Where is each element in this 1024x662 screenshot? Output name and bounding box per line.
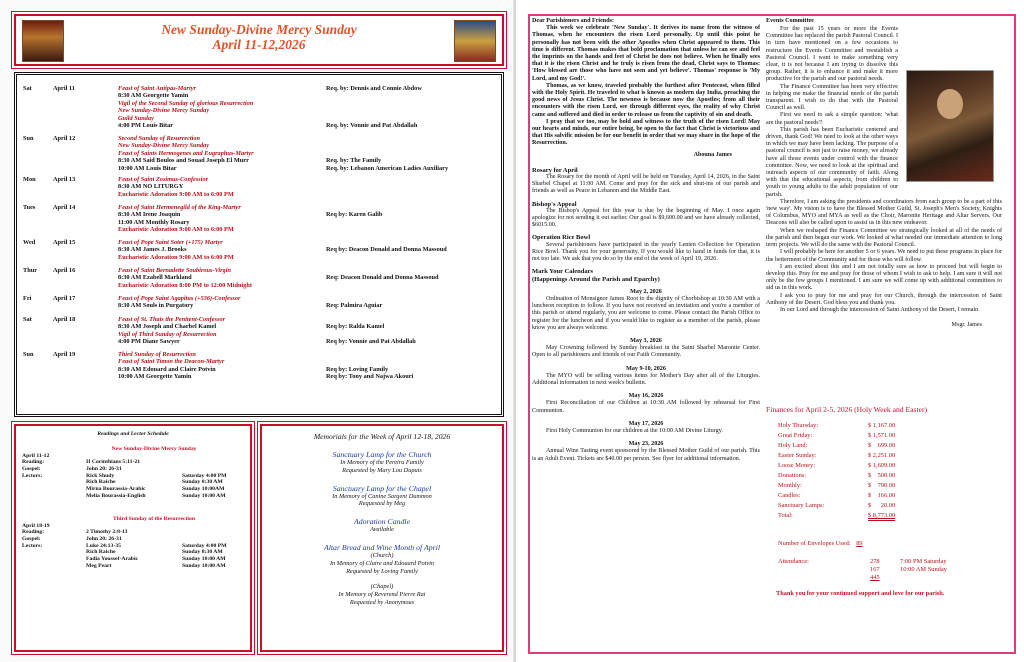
schedule-requests [326,267,496,282]
schedule-day-row [23,239,493,261]
schedule-entry: 4:00 PM Diane Sawyer [118,338,180,346]
schedule-entry: Second Sunday of Resurrection [118,135,201,142]
readings-row [22,549,246,556]
envelopes-value: 89 [856,540,863,547]
readings-time: Sunday 8:30 AM [182,549,223,556]
schedule-request [326,142,496,149]
schedule-entry: Eucharistic Adoration 9:00 AM to 6:00 PM [118,190,234,198]
schedule-day-row [23,351,493,381]
saint-anthony-portrait [906,70,994,182]
events-committee-paragraph: I ask you to pray for me and pray for our Church, through the intercession of Saint Anthony of the Desert. God bless you and thank you. [766,292,1002,306]
schedule-request [326,204,496,211]
finance-value: $ 699.00 [868,442,896,449]
envelopes-row [778,540,998,548]
schedule-entries [118,239,318,261]
schedule-request [326,331,496,338]
schedule-entry: Eucharistic Adoration 9:00 AM to 6:00 PM [118,226,234,234]
schedule-entries [118,85,318,129]
readings-text: Rich Raiche [86,549,116,556]
memorial-heading: Sanctuary Lamp for the Church [332,450,432,459]
readings-label: Gospel: [22,536,41,543]
events-committee-signature: Msgr. James [951,322,982,329]
events-committee-paragraph: First we need to ask a simple question: 'what are the pastoral needs'? [766,112,898,126]
title-line-1: New Sunday-Divine Mercy Sunday [161,22,357,37]
memorials-list [262,450,502,607]
readings-row [22,523,246,530]
schedule-entry: 8:30 AM Said Boulos and Souad Joseph El Murr [118,157,249,165]
schedule-entry: 8:30 AM Irene Joaquin [118,211,181,219]
schedule-request [326,100,496,107]
schedule-day: Sat [23,85,32,92]
readings-row [22,563,246,570]
readings-label: Gospel: [22,466,41,473]
readings-row [22,486,246,493]
schedule-day: Thur [23,267,37,274]
bishop-appeal-heading: Bishop's Appeal [532,200,577,208]
schedule-request: Req by: Vonnie and Pat Abdallah [326,338,416,346]
readings-row [22,493,246,500]
readings-row [22,479,246,486]
events-committee-paragraph: In our Lord and through the intercession of Saint Anthony of the Desert, I remain [780,306,979,313]
schedule-entry: 8:30 AM Edouard and Claire Potvin [118,365,216,373]
schedule-request: Req. by: The Family [326,157,382,165]
schedule-entry: Feast of St. Thais the Penitent-Confessor [118,316,226,323]
schedule-date: April 16 [53,267,76,274]
schedule-request [326,239,496,246]
events-committee-paragraph: When we reshaped the Finance Committee we strategically looked at all of the needs of the parish and then began our work. We looked at what needed our immediate attention to long term projects. We will do the same with the Pastoral Council. [766,227,1002,249]
schedule-entry: Eucharistic Adoration 9:00 AM to 6:00 PM [118,253,234,261]
schedule-date: April 17 [53,295,76,302]
schedule-day: Sun [23,135,34,142]
finance-label: Easter Sunday: [778,452,817,459]
schedule-request [326,358,496,365]
schedule-entry: Vigil of Third Sunday of Resurrection [118,330,217,338]
schedule-date: April 18 [53,316,76,323]
rice-bowl-heading: Operation Rice Bowl [532,234,591,242]
title-line-2: April 11-12,2026 [212,37,306,52]
readings-row [22,466,246,473]
finance-value: $ 20.00 [868,502,896,509]
schedule-entry: Feast of Saints Hermogenes and Eugraphus-Martyr [118,149,254,157]
event-date: May 9-10, 2026 [626,365,666,372]
schedule-date: April 19 [53,351,76,358]
attendance-count: 167 [870,566,880,573]
schedule-day: Sun [23,351,34,358]
thank-you-note: Thank you for your continued support and love for our parish. [776,590,945,597]
memorial-line: (Church) [370,551,394,559]
envelopes-label: Number of Envelopes Used: [778,540,851,547]
schedule-entry: 8:30 AM Ezabell Markland [118,274,192,282]
schedule-day-row [23,316,493,346]
schedule-request: Req: Palmira Aguiar [326,302,383,310]
schedule-entry: Feast of Saint Timon the Deacon-Martyr [118,358,225,366]
readings-row [22,529,246,536]
schedule-request [326,135,496,142]
schedule-entries [118,316,318,346]
divine-mercy-icon [454,20,496,62]
schedule-day-row [23,295,493,310]
events-committee-paragraph: I will probably be here for another 5 or 6 years. We need to put these programs in place for the betterment of the Community and for those who will follow. [766,249,1002,263]
attendance-count: 278 [870,558,880,565]
readings-label: April 11-12 [22,452,50,459]
readings-label: Lectors: [22,472,43,479]
schedule-request: Req by: Loving Family [326,365,389,373]
schedule-request: Req by: Tony and Najwa Akouri [326,373,414,381]
schedule-request: Req. by: Lebanon American Ladies Auxiliary [326,164,449,172]
schedule-requests [326,239,496,254]
readings-heading: New Sunday-Divine Mercy Sunday [111,446,197,452]
schedule-entry: Third Sunday of Resurrection [118,351,196,358]
letter-signature: Abouna James [693,151,732,158]
schedule-entry: 8:30 AM James J. Brooks [118,246,187,254]
schedule-day-row [23,204,493,234]
finance-label: Total: [778,512,793,519]
finance-value: $ 1,609.00 [868,462,896,469]
events-committee-paragraph: This parish has been Eucharistic centered and driven, thank God! We need to look at the other ways in which we may have been lacking. The purpose of a pastoral council is not just to raise money, we already have all those events under control with the finance committee. Now, we need to look at the spiritual and outreach aspects of our community of faith. Along with that the educational aspects, from children to youth to young adults to the adult population of our parish. [766,126,898,198]
readings-label: Reading: [22,459,45,466]
calendar-subheading: (Happenings Around the Parish and Eparchy) [532,275,660,283]
rice-bowl-text: Several parishioners have participated in the yearly Lenten Collection for Operation Rice Bowl. Thank you for your generosity. If you would like to hand in funds for that, it is not too late. We ask that you do so by the end of the week of April 19, 2026. [532,241,760,263]
events-committee-paragraph: Therefore, I am asking the presidents and coordinators from each group to be a part of this 'new way'. My vision is to have the Blessed Mother Guild, St. Joseph's Men's Society, Knights of Columbus, MYO and MYA as well as the Choir, Maronite Heritage and Altar Servers. Our Deacons will also be called upon to assist us in this new endeavor. [766,198,1002,227]
schedule-entry: 8:30 AM Georgette Yamin [118,92,189,100]
calendar-heading: Mark Your Calendars [532,268,594,276]
schedule-day-row [23,176,493,198]
readings-label: Lectors: [22,542,43,549]
memorial-line: In Memory of Claire and Edouard Potvin [329,559,435,567]
finance-label: Great Friday: [778,432,813,439]
events-committee-paragraph: For the past 15 years or more the Events Committee has replaced the parish Pastoral Council. I in turn have mentioned on a few occasions to restructure the Events Committee and reestablish a Pastoral Council. I want to make something very clear, it is not because I am trying to dissolve this group. Rather, it is to enhance it and make it more productive for the parish and our pastoral needs. [766,26,898,83]
attendance-label: Attendance: [778,558,809,565]
readings-row [22,453,246,460]
schedule-date: April 13 [53,176,76,183]
schedule-entries [118,295,318,310]
readings-text: Meg Peart [86,562,112,569]
schedule-day-row [23,85,493,129]
schedule-day: Mon [23,176,36,183]
readings-text: John 20: 26-31 [86,536,122,543]
readings-row [22,536,246,543]
finance-label: Sanctuary Lamps: [778,502,825,509]
event-text: The MYO will be selling various items for Mother's Day after all of the Liturgies. Additional information in next week's bulletin. [532,372,760,386]
readings-row [22,473,246,480]
finance-label: Monthly: [778,482,802,489]
schedule-requests [326,204,496,219]
memorial-heading: Adoration Candle [353,517,411,527]
memorial-heading: Altar Bread and Wine Month of April [323,542,441,552]
memorial-line: In Memory of the Pereira Family [340,459,424,466]
schedule-entry: 11:00 AM Monthly Rosary [118,218,190,226]
schedule-day-row [23,267,493,289]
readings-text: Rick Shudy [86,472,115,479]
schedule-entry: New Sunday-Divine Mercy Sunday [118,142,210,150]
readings-row [22,543,246,550]
memorial-line: Requested by Meg [358,500,406,508]
rosary-heading: Rosary for April [532,166,578,174]
schedule-date: April 15 [53,239,76,246]
readings-time: Sunday 10:00 AM [182,492,226,499]
schedule-request [326,351,496,358]
schedule-entries [118,176,318,198]
pastor-letter-column [532,18,760,463]
readings-text: John 20: 26-31 [86,466,122,473]
rosary-text: The Rosary for the month of April will be held on Tuesday, April 14, 2026, in the Saint Sharbel Chapel at 11:00 AM. Come and pray for the sick and shut-ins of our parish and friends as well as Peace in Lebanon and the Middle East. [532,174,760,195]
events-committee-paragraph: The Finance Committee has been very effective in helping me make the financial needs of the parish transparent. I wish to do that with the Pastoral Council as well. [766,83,898,112]
schedule-entry: 8:30 AM NO LITURGY [118,183,184,191]
readings-text: II Corinthians 5:11-21 [86,459,141,466]
schedule-request [326,150,496,157]
event-date: May 3, 2026 [630,337,662,344]
schedule-entries [118,204,318,234]
schedule-request [326,115,496,122]
liturgy-schedule [14,72,504,417]
schedule-entry: Feast of Saint Zosimus-Confessior [118,176,209,183]
schedule-entry: 8:30 AM Souls in Purgatory [118,302,194,310]
schedule-requests [326,135,496,172]
schedule-entry: Vigil of the Second Sunday of glorious Resurrection [118,99,254,107]
schedule-request: Req by: Deacon Donald and Donna Massoud [326,246,447,254]
schedule-entry: New Sunday-Divine Mercy Sunday [118,107,210,115]
schedule-entry: Feast of Saint Antipas-Martyr [118,85,196,92]
schedule-request: Req by: Karen Galib [326,211,383,219]
event-text: May Crowning followed by Sunday breakfast in the Saint Sharbel Maronite Center. Open to all parishioners and friends of our Faith Community. [532,345,760,359]
letter-paragraph: I pray that we too, may be bold and witness to the truth of the risen Lord! May our hearts and minds, our entire being, be open to the fact that Christ is victorious and that His salvific mission be for our benefit in order that we may share in the hope of the Resurrection. [532,118,760,147]
memorial-line: Requested by Anonymous [349,598,415,606]
schedule-request: Req. by: Dennis and Connie Abdow [326,85,422,92]
schedule-entry: Guild Sunday [118,114,154,122]
readings-text: Mirna Bourassia-Arabic [86,486,146,493]
memorials-title: Memorials for the Week of April 12-18, 2026 [313,432,451,441]
schedule-entry: 8:30 AM Joseph and Charbel Kamel [118,323,217,331]
schedule-request [326,267,496,274]
memorial-line: Requested by Mary Lou Dupuis [342,466,422,474]
schedule-entry: Feast of Pope Saint Soter (+175) Martyr [118,239,223,246]
readings-text: Melia Bourassia-English [86,492,146,499]
attendance-count: 445 [870,574,880,581]
schedule-date: April 12 [53,135,76,142]
event-text: First Reconciliation of our Children at 10:30 AM followed by rehearsal for First Communion. [532,400,760,414]
schedule-entry: Feast of Pope Saint Agapitus (+536)-Confessor [118,295,241,302]
schedule-date: April 14 [53,204,76,211]
memorial-heading: Sanctuary Lamp for the Chapel [332,483,432,493]
bishop-appeal-text: The Bishop's Appeal for this year is due by the beginning of May. I once again apologize for not sending it out earlier. Our goal is $9,600.00 and we have already collected, $6015.00. [532,207,760,229]
memorial-line: Available [370,526,394,534]
readings-text: Fadia Youssef-Arabic [86,556,139,563]
readings-title: Readings and Lector Schedule [97,431,169,437]
finance-value: $ 500.00 [868,472,896,479]
finance-label: Candles: [778,492,801,499]
memorial-line: Requested by Loving Family [346,567,418,575]
readings-text: 2 Timothy 2:8-13 [86,529,128,536]
finance-value: $ 1,571.00 [868,432,896,439]
schedule-request: Req by: Ralda Kamel [326,323,385,331]
finance-value: $ 1,167.00 [868,422,896,429]
attendance-time: 10:00 AM Sunday [900,566,947,573]
events-committee-col-top [766,18,904,25]
attendance-time: 7:00 PM Saturday [900,558,947,565]
schedule-requests [326,316,496,346]
calendar-events [532,289,760,463]
bulletin-title [76,22,442,52]
readings-time: Sunday 10:00 AM [182,556,226,563]
event-date: May 23, 2026 [628,441,664,448]
event-text: First Holy Communion for our children at the 10:00 AM Divine Liturgy. [546,427,723,434]
schedule-entries [118,135,318,172]
schedule-requests [326,351,496,381]
finance-label: Donations: [778,472,807,479]
memorial-line: In Memory of Canine Sargent Dummon [332,492,432,500]
finances-section [766,406,1002,413]
readings-time: Saturday 4:00 PM [182,472,227,479]
finance-value: $ 2,251.00 [868,452,896,459]
schedule-day: Tues [23,204,36,211]
readings-block-1 [22,446,246,500]
event-text: Annual Wine Tasting event sponsored by the Blessed Mother Guild of our parish. This is an Adult Event. Tickets are $40.00 per person. See flyer for additional information. [532,448,760,462]
finance-value: $ 790.00 [868,482,896,489]
schedule-request [326,92,496,99]
letter-paragraph: This week we celebrate 'New Sunday'. It derives its name from the witness of Thomas, when he encounters the risen Lord personally. Up until this point he personally has not been with the other Apostles when Christ appeared to them. This time is different. Thomas makes that bold proclamation that unless he can see and feel the imprints on the hands and feet of Christ he does not believe. When he finally sees that it is the risen Christ and he truly is risen from the dead, Christ says to Thomas: 'How blessed are those who have not seen and yet believe'. Thomas' response is 'My Lord, and my God!'. [532,25,760,82]
readings-lector-schedule [14,424,252,652]
schedule-entry: 10:00 AM Georgette Yamin [118,373,192,381]
readings-label: Reading: [22,529,45,536]
schedule-entry: Feast of Saint Bernadette Soubirous-Virgin [118,267,232,274]
schedule-request: Req. by: Vonnie and Pat Abdallah [326,122,418,130]
readings-text: Luke 24:13-35 [86,542,121,549]
schedule-requests [326,295,496,310]
readings-text: Rich Raiche [86,479,116,486]
finance-label: Holy Land: [778,442,808,449]
readings-time: Saturday 4:00 PM [182,542,227,549]
schedule-request [326,107,496,114]
schedule-day: Wed [23,239,36,246]
schedule-day-row [23,135,493,172]
schedule-request [326,316,496,323]
schedule-requests [326,85,496,129]
schedule-day: Sat [23,316,32,323]
events-committee-paragraph: I am excited about this and I am not totally sure as how to proceed but will begin to develop this. Pray for me and pray for those of whom I wish to ask to help. I am sure it will not only be the few groups I mentioned. I am sure we will come up with additional committees to aid us in this work. [766,263,1002,292]
finance-label: Loose Money: [778,462,816,469]
schedule-entry: 4:00 PM Louis Bitar [118,122,174,130]
readings-time: Sunday 10:00 AM [182,562,226,569]
schedule-entry: 10:00 AM Louis Bitar [118,164,177,172]
readings-row [22,459,246,466]
memorial-line: In Memory of Reverend Pierre Rai [338,590,426,598]
readings-label: April 18-19 [22,522,50,529]
events-committee-heading: Events Committee [766,18,814,24]
readings-row [22,556,246,563]
memorials-box [260,424,504,652]
saint-icon-left [22,20,64,62]
letter-paragraph: Thomas, as we know, traveled probably the furthest after Pentecost, when filled with the Holy Spirit. He traveled to what is known as modern day India, preaching the good news of Jesus Christ. The newness is because now the Apostles; from all their encounters with the risen Lord, see through different eyes, the reality of why Christ came and suffered and died in order to release us from the captivity of sin and death. [532,82,760,118]
readings-time: Sunday 10:00AM [182,486,225,493]
schedule-request [326,295,496,302]
schedule-entry: Eucharistic Adoration 8:00 PM to 12:00 Midnight [118,281,252,289]
event-date: May 17, 2026 [628,420,664,427]
memorial-line: (Chapel) [370,583,394,591]
letter-body [532,25,760,147]
event-date: May 2, 2026 [630,288,662,295]
memorial-line [262,575,502,583]
readings-time: Sunday 8:30 AM [182,479,223,486]
readings-block-2 [22,516,246,570]
finances-title: Finances for April 2-5, 2026 (Holy Week and Easter) [766,405,927,414]
finance-value: $ 166.00 [868,492,896,499]
event-date: May 16, 2026 [628,393,664,400]
schedule-entry: Feast of Saint Hermenegild of the King-Martyr [118,204,241,211]
schedule-day: Fri [23,295,32,302]
finance-label: Holy Thursday: [778,422,819,429]
letter-greeting: Dear Parishioners and Friends: [532,18,614,24]
schedule-request: Req: Deacon Donald and Donna Massoud [326,274,439,282]
event-text: Ordination of Monsignor James Root to the dignity of Chorbishop at 10:30 AM with a luncheon reception to follow. If you have not received an invitation and you're a member of this parish or attend regularly, you are welcome to come. Please contact the Parish Office to register for the luncheon and if you would like to register as a member of the parish, please know you are always welcome. [532,295,760,331]
finance-value: $ 8,773.00 [868,512,896,519]
schedule-entries [118,267,318,289]
readings-heading: Third Sunday of the Resurrection [112,516,196,522]
schedule-entries [118,351,318,381]
schedule-date: April 11 [53,85,75,92]
bulletin-header [14,14,504,66]
